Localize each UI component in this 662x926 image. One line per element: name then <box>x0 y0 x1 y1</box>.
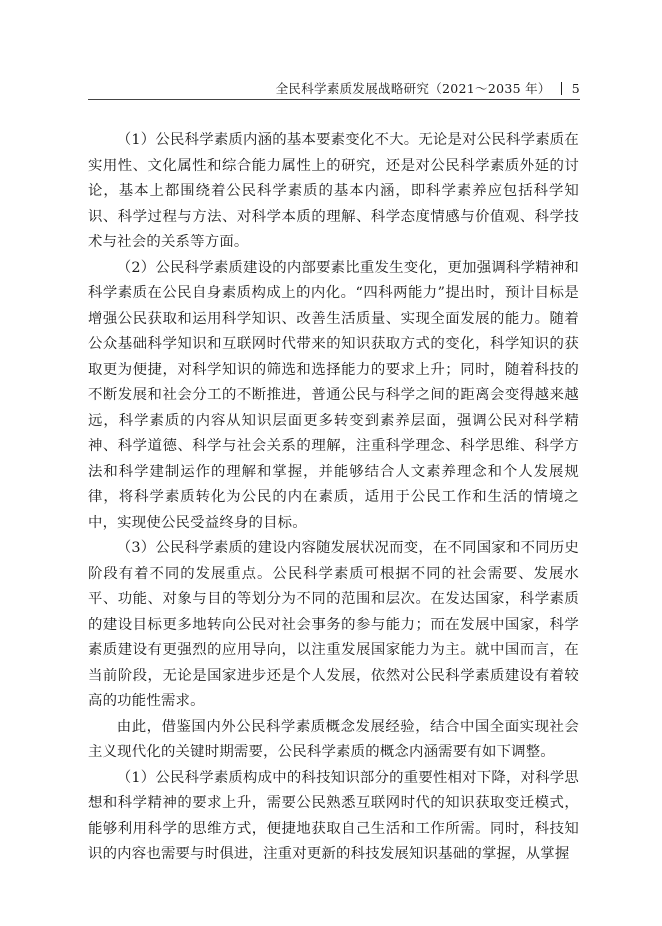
paragraph: 由此，借鉴国内外公民科学素质概念发展经验，结合中国全面实现社会主义现代化的关键时期需要，公民科学素质的概念内涵需要有如下调整。 <box>88 718 579 760</box>
header-separator <box>561 82 562 95</box>
paragraph: （1）公民科学素质构成中的科技知识部分的重要性相对下降，对科学思想和科学精神的要求上升，需要公民熟悉互联网时代的知识获取变迁模式，能够利用科学的思维方式，便捷地获取自己生活和工作所需。同时，科技知识的内容也需要与时俱进，注重对更新的科技发展知识基础的掌握，从掌握 <box>88 769 579 862</box>
header-rule <box>88 99 580 100</box>
paragraph: （2）公民科学素质建设的内部要素比重发生变化，更加强调科学精神和科学素质在公民自身素质构成上的内化。“四科两能力”提出时，预计目标是增强公民获取和运用科学知识、改善生活质量、实现全面发展的能力。随着公众基础科学知识和互联网时代带来的知识获取方式的变化，科学知识的获取更为便捷，对科学知识的筛选和选择能力的要求上升；同时，随着科技的不断发展和社会分工的不断推进，普通公民与科学之间的距离会变得越来越远，科学素质的内容从知识层面更多转变到素养层面，强调公民对科学精神、科学道德、科学与社会关系的理解，注重科学理念、科学思维、科学方法和科学建制运作的理解和掌握，并能够结合人文素养理念和个人发展规律，将科学素质转化为公民的内在素质，适用于公民工作和生活的情境之中，实现使公民受益终身的目标。 <box>88 259 579 531</box>
running-header-title: 全民科学素质发展战略研究（2021～2035 年） <box>275 81 551 96</box>
body-text <box>88 128 579 868</box>
page-number: 5 <box>571 80 580 96</box>
paragraph: （1）公民科学素质内涵的基本要素变化不大。无论是对公民科学素质在实用性、文化属性和综合能力属性上的研究，还是对公民科学素质外延的讨论，基本上都围绕着公民科学素质的基本内涵，即科学素养应包括科学知识、科学过程与方法、对科学本质的理解、科学态度情感与价值观、科学技术与社会的关系等方面。 <box>88 132 579 250</box>
running-header <box>276 79 580 97</box>
paragraph: （3）公民科学素质的建设内容随发展状况而变，在不同国家和不同历史阶段有着不同的发展重点。公民科学素质可根据不同的社会需要、发展水平、功能、对象与目的等划分为不同的范围和层次。在发达国家，科学素质的建设目标更多地转向公民对社会事务的参与能力；而在发展中国家，科学素质建设有更强烈的应用导向，以注重发展国家能力为主。就中国而言，在当前阶段，无论是国家进步还是个人发展，依然对公民科学素质建设有着较高的功能性需求。 <box>88 540 579 709</box>
